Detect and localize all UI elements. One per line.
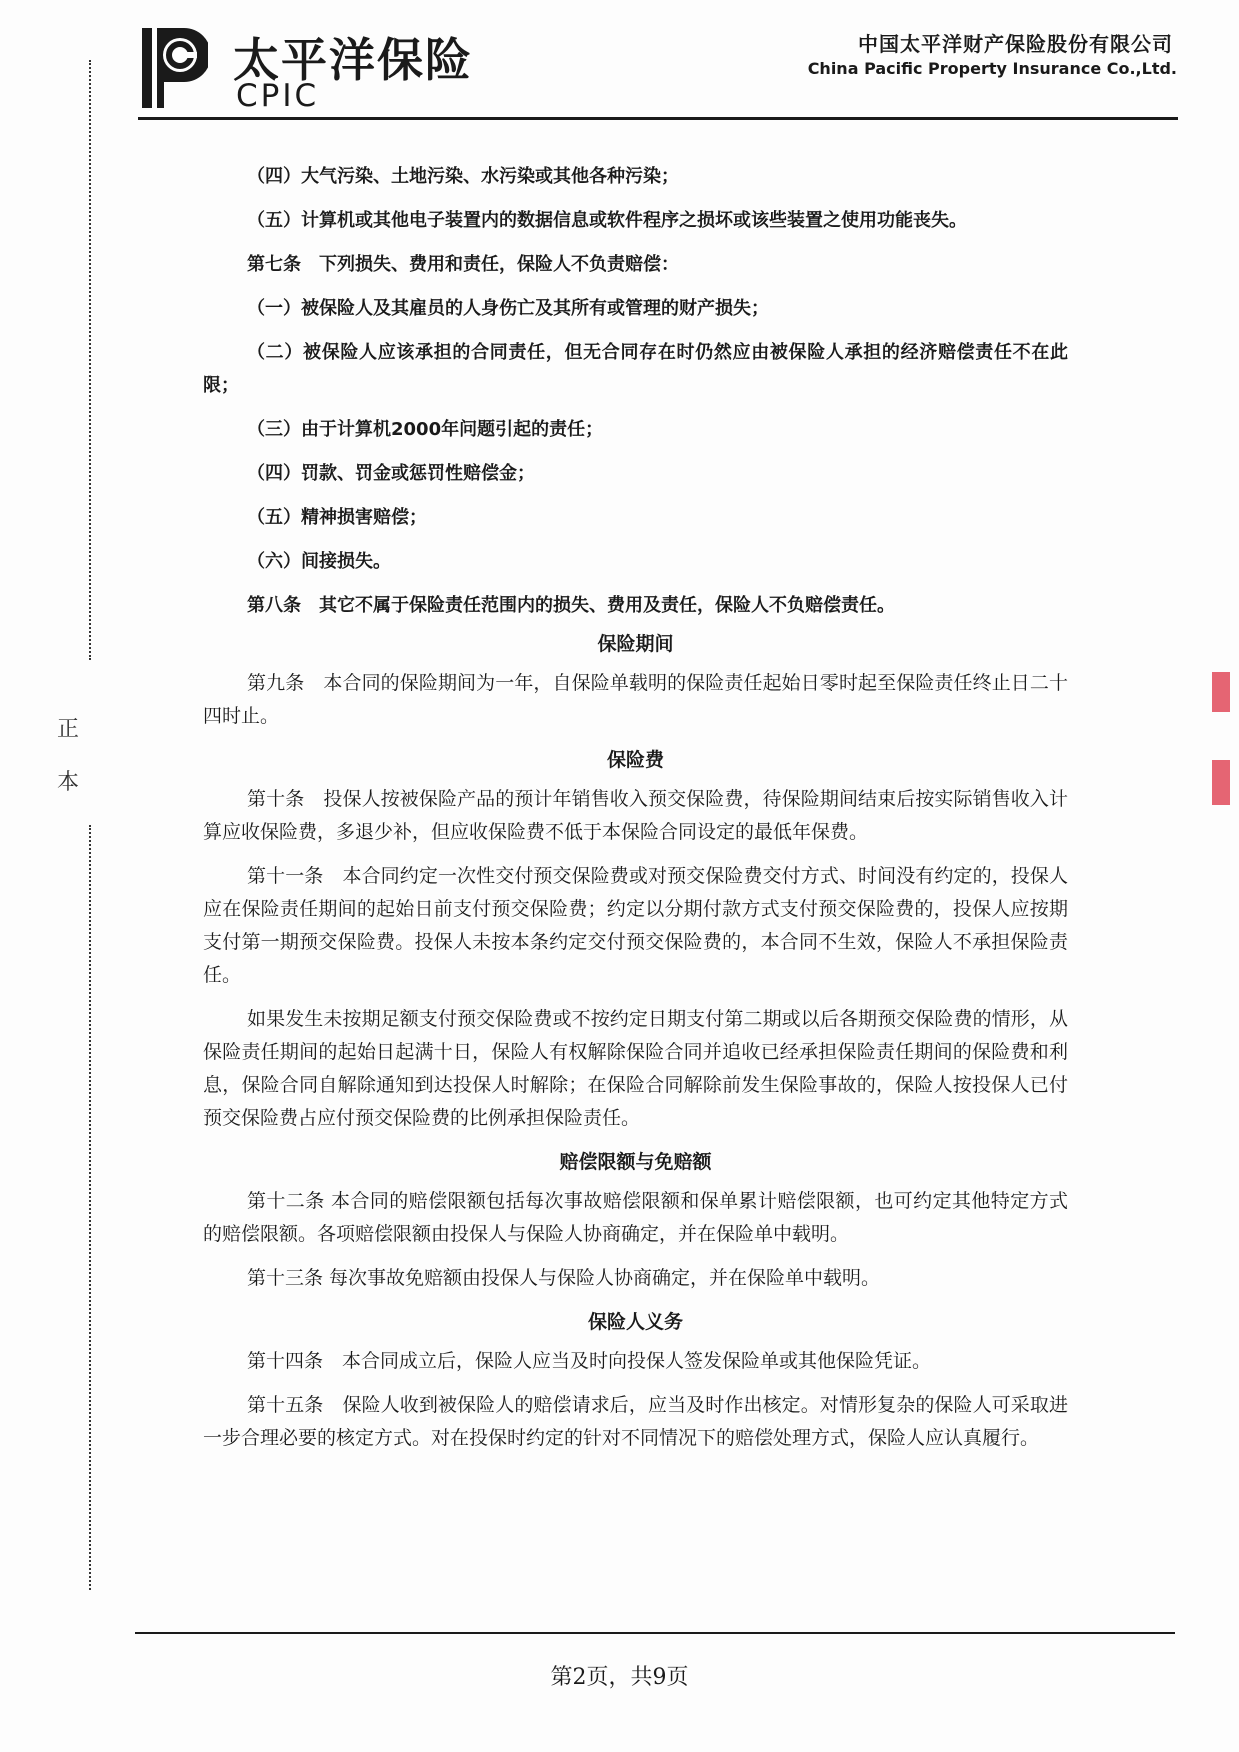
article-7-item: （一）被保险人及其雇员的人身伤亡及其所有或管理的财产损失； <box>247 298 769 319</box>
article-13: 第十三条 每次事故免赔额由投保人与保险人协商确定，并在保险单中载明。 <box>247 1267 881 1289</box>
exclusion-item: （四）大气污染、土地污染、水污染或其他各种污染； <box>247 166 679 187</box>
page-number: 第2页，共9页 <box>550 1665 689 1690</box>
logo-chinese-name: 太平洋保险 <box>233 33 473 87</box>
cpic-logo-icon <box>138 22 208 112</box>
article-7-item: （四）罚款、罚金或惩罚性赔偿金； <box>247 463 535 484</box>
article-8: 第八条 其它不属于保险责任范围内的损失、费用及责任，保险人不负赔偿责任。 <box>247 595 895 616</box>
seal-stamp-fragment <box>1212 672 1230 712</box>
article-7-title: 第七条 下列损失、费用和责任，保险人不负责赔偿： <box>247 254 679 275</box>
margin-label-ben: 本 <box>57 770 80 795</box>
article-7-item: （五）精神损害赔偿； <box>247 507 427 528</box>
article-14: 第十四条 本合同成立后，保险人应当及时向投保人签发保险单或其他保险凭证。 <box>247 1350 932 1372</box>
section-heading-period: 保险期间 <box>597 633 674 655</box>
header-divider <box>138 117 1178 120</box>
article-7-item: （二）被保险人应该承担的合同责任，但无合同存在时仍然应由被保险人承担的经济赔偿责任不在此限； <box>203 342 1068 396</box>
section-heading-obligations: 保险人义务 <box>587 1311 683 1333</box>
logo-english-name: CPIC <box>236 78 320 114</box>
footer-divider <box>135 1632 1175 1634</box>
company-name-chinese: 中国太平洋财产保险股份有限公司 <box>858 32 1173 56</box>
article-9: 第九条 本合同的保险期间为一年，自保险单载明的保险责任起始日零时起至保险责任终止日二十四时止。 <box>203 672 1068 727</box>
company-name-english: China Pacific Property Insurance Co.,Ltd. <box>807 59 1177 78</box>
section-heading-limits: 赔偿限额与免赔额 <box>559 1151 712 1173</box>
letterhead <box>0 0 1239 125</box>
article-12: 第十二条 本合同的赔偿限额包括每次事故赔偿限额和保单累计赔偿限额，也可约定其他特定方式的赔偿限额。各项赔偿限额由投保人与保险人协商确定，并在保险单中载明。 <box>203 1190 1068 1245</box>
article-11-continued: 如果发生未按期足额支付预交保险费或不按约定日期支付第二期或以后各期预交保险费的情形，从保险责任期间的起始日起满十日，保险人有权解除保险合同并追收已经承担保险责任期间的保险费和利息，保险合同自解除通知到达投保人时解除；在保险合同解除前发生保险事故的，保险人按投保人已付预交保险费占应付预交保险费的比例承担保险责任。 <box>203 1008 1068 1129</box>
binding-line-bottom <box>89 825 91 1590</box>
article-7-item: （三）由于计算机2000年问题引起的责任； <box>247 419 604 440</box>
document-body <box>203 160 1068 1455</box>
article-10: 第十条 投保人按被保险产品的预计年销售收入预交保险费，待保险期间结束后按实际销售收入计算应收保险费，多退少补，但应收保险费不低于本保险合同设定的最低年保费。 <box>203 788 1068 843</box>
exclusion-item: （五）计算机或其他电子装置内的数据信息或软件程序之损坏或该些装置之使用功能丧失。 <box>247 210 967 231</box>
article-15: 第十五条 保险人收到被保险人的赔偿请求后，应当及时作出核定。对情形复杂的保险人可采取进一步合理必要的核定方式。对在投保时约定的针对不同情况下的赔偿处理方式，保险人应认真履行。 <box>203 1394 1068 1449</box>
section-heading-premium: 保险费 <box>606 749 664 771</box>
article-11: 第十一条 本合同约定一次性交付预交保险费或对预交保险费交付方式、时间没有约定的，投保人应在保险责任期间的起始日前支付预交保险费；约定以分期付款方式支付预交保险费的，投保人应按期支付第一期预交保险费。投保人未按本条约定交付预交保险费的，本合同不生效，保险人不承担保险责任。 <box>203 865 1068 986</box>
article-7-item: （六）间接损失。 <box>247 551 391 572</box>
binding-line-top <box>89 60 91 660</box>
margin-label-zheng: 正 <box>57 717 80 742</box>
seal-stamp-fragment <box>1212 760 1230 805</box>
